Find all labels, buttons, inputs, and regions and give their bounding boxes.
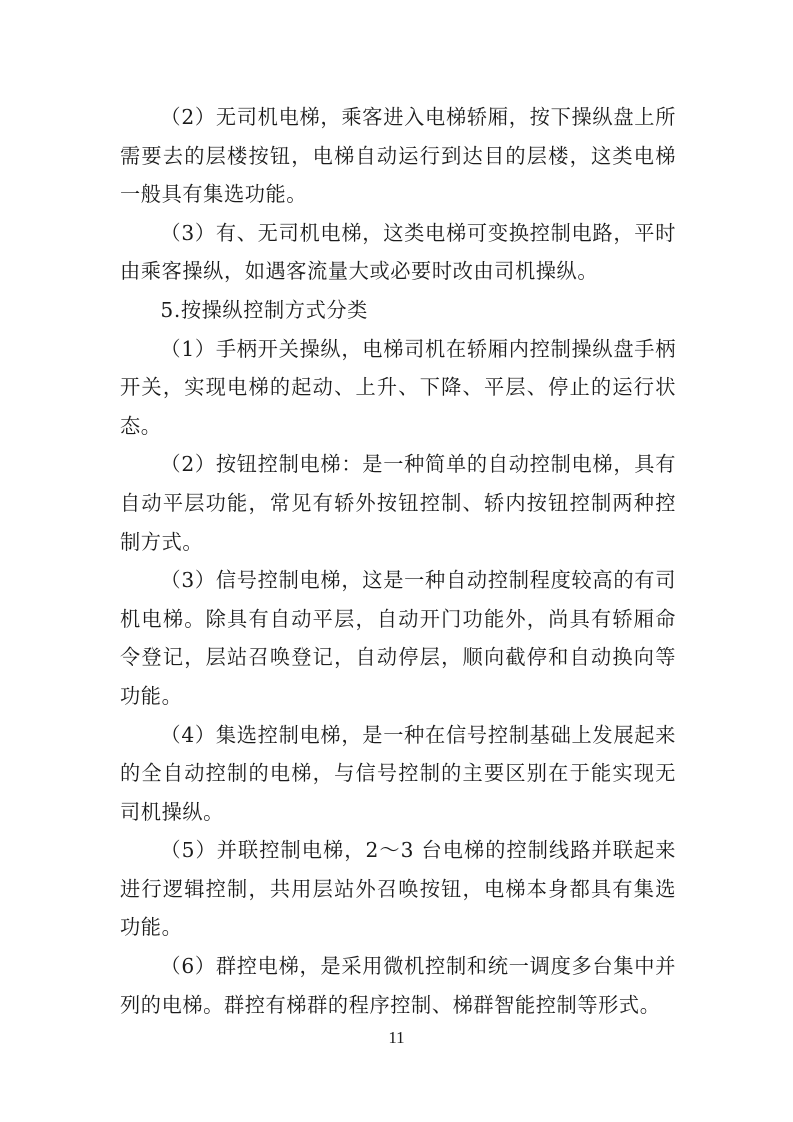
body-text — [120, 98, 676, 1024]
paragraph-collective-selective: （4）集选控制电梯，是一种在信号控制基础上发展起来的全自动控制的电梯，与信号控制的主要区别在于能实现无司机操纵。 — [120, 722, 676, 824]
paragraph-dual-mode-elevator: （3）有、无司机电梯，这类电梯可变换控制电路，平时由乘客操纵，如遇客流量大或必要时改由司机操纵。 — [120, 220, 676, 284]
paragraph-button-control: （2）按钮控制电梯：是一种简单的自动控制电梯，具有自动平层功能，常见有轿外按钮控制、轿内按钮控制两种控制方式。 — [120, 452, 676, 554]
paragraph-signal-control: （3）信号控制电梯，这是一种自动控制程度较高的有司机电梯。除具有自动平层，自动开门功能外，尚具有轿厢命令登记，层站召唤登记，自动停层，顺向截停和自动换向等功能。 — [120, 568, 676, 708]
paragraph-parallel-control: （5）并联控制电梯，2～3 台电梯的控制线路并联起来进行逻辑控制，共用层站外召唤按钮，电梯本身都具有集选功能。 — [120, 838, 676, 940]
section-heading-control-mode: 5.按操纵控制方式分类 — [160, 297, 368, 322]
page-number: 11 — [388, 1028, 405, 1047]
paragraph-group-control: （6）群控电梯，是采用微机控制和统一调度多台集中并列的电梯。群控有梯群的程序控制、梯群智能控制等形式。 — [120, 954, 676, 1017]
paragraph-driverless-elevator: （2）无司机电梯，乘客进入电梯轿厢，按下操纵盘上所需要去的层楼按钮，电梯自动运行到达目的层楼，这类电梯一般具有集选功能。 — [120, 105, 676, 207]
paragraph-handle-switch: （1）手柄开关操纵，电梯司机在轿厢内控制操纵盘手柄开关，实现电梯的起动、上升、下降、平层、停止的运行状态。 — [120, 336, 676, 438]
